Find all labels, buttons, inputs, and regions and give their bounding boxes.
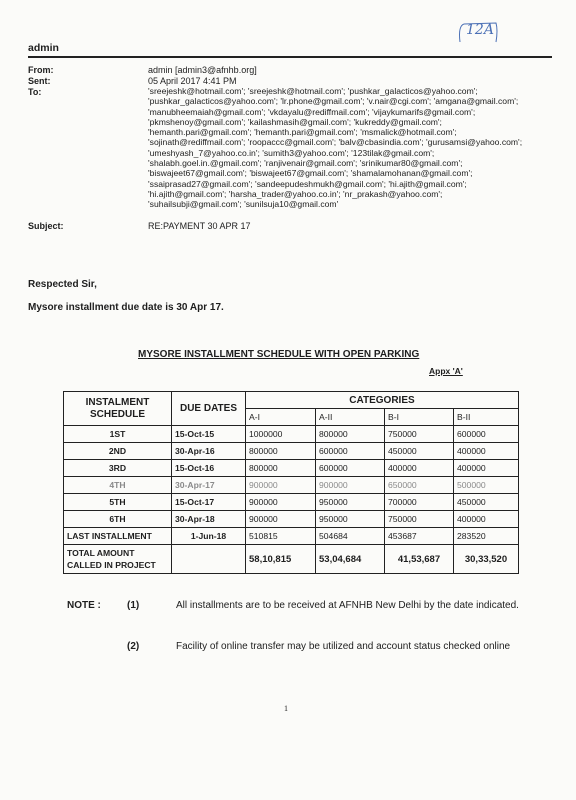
page-number: 1 bbox=[284, 704, 288, 713]
handwritten-mark bbox=[456, 20, 500, 46]
amount-cell: 900000 bbox=[246, 477, 316, 494]
sent-label: Sent: bbox=[28, 76, 51, 86]
sender-name: admin bbox=[28, 42, 59, 54]
due-date: 15-Oct-17 bbox=[172, 494, 246, 511]
amount-cell: 950000 bbox=[316, 511, 385, 528]
amount-cell: 1000000 bbox=[246, 426, 316, 443]
appendix-label: Appx 'A' bbox=[429, 366, 463, 376]
table-row bbox=[64, 460, 519, 477]
amount-cell: 600000 bbox=[454, 426, 519, 443]
amount-cell: 650000 bbox=[385, 477, 454, 494]
amount-cell: 504684 bbox=[316, 528, 385, 545]
category-header: A-II bbox=[316, 409, 385, 426]
table-row-last-installment bbox=[64, 528, 519, 545]
installment-label: 6TH bbox=[64, 511, 172, 528]
table-row-current-installment bbox=[64, 477, 519, 494]
table-row-total bbox=[64, 545, 519, 574]
sent-value: 05 April 2017 4:41 PM bbox=[148, 76, 237, 86]
col-due-header: DUE DATES bbox=[172, 392, 246, 426]
header-divider bbox=[28, 56, 552, 58]
amount-cell: 900000 bbox=[246, 511, 316, 528]
subject-label: Subject: bbox=[28, 221, 64, 231]
note-label: NOTE : bbox=[67, 600, 101, 611]
amount-cell: 453687 bbox=[385, 528, 454, 545]
amount-cell: 750000 bbox=[385, 426, 454, 443]
due-date-line: Mysore installment due date is 30 Apr 17. bbox=[28, 302, 224, 313]
amount-cell: 510815 bbox=[246, 528, 316, 545]
from-value: admin [admin3@afnhb.org] bbox=[148, 65, 257, 75]
installment-label: 1ST bbox=[64, 426, 172, 443]
amount-cell: 283520 bbox=[454, 528, 519, 545]
amount-cell: 800000 bbox=[246, 443, 316, 460]
total-amount: 58,10,815 bbox=[246, 545, 316, 574]
note-number: (1) bbox=[127, 600, 140, 611]
amount-cell: 600000 bbox=[316, 460, 385, 477]
total-label: TOTAL AMOUNT CALLED IN PROJECT bbox=[64, 545, 172, 574]
amount-cell: 500000 bbox=[454, 477, 519, 494]
due-date: 1-Jun-18 bbox=[172, 528, 246, 545]
col-installment-header: INSTALMENT SCHEDULE bbox=[64, 392, 172, 426]
greeting: Respected Sir, bbox=[28, 279, 97, 290]
category-header: B-I bbox=[385, 409, 454, 426]
due-date: 30-Apr-18 bbox=[172, 511, 246, 528]
to-label: To: bbox=[28, 87, 42, 97]
col-categories-header: CATEGORIES bbox=[246, 392, 519, 409]
installment-label: 5TH bbox=[64, 494, 172, 511]
amount-cell: 400000 bbox=[454, 460, 519, 477]
amount-cell: 400000 bbox=[454, 511, 519, 528]
note-text: Facility of online transfer may be utilized and account status checked online bbox=[176, 641, 511, 652]
to-recipients: 'sreejeshk@hotmail.com'; 'sreejeshk@hotmail.com'; 'pushkar_galacticos@yahoo.com'; 'pushkar_galacticos@yahoo.com'; 'lr.phone@gmail.com'; 'v.nair@cgi.com'; 'amgana@gmail.com'; 'manubheemaiah@gmail.com'; 'vkdayalu@rediffmail.com'; 'vijaykumarifs@gmail.com'; 'pkmshenoy@gmail.com'; 'kailashmasih@gmail.com'; 'kukreddy@gmail.com'; 'hemanth.pari@gmail.com'; 'hemanth.pari@gmail.com'; 'msmalick@hotmail.com'; 'sojinath@rediffmail.com'; 'roopaccc@gmail.com'; 'balv@cbasindia.com'; 'gurusamsi@yahoo.com'; 'umeshyash_7@yahoo.co.in'; 'sumith3@yahoo.com'; '123tilak@gmail.com'; 'shalabh.goel.in.@gmail.com'; 'ranjivenair@gmail.com'; 'srinikumar80@gmail.com'; 'biswajeet67@gmail.com'; 'biswajeet67@gmail.com'; 'shamalamohanan@gmail.com'; 'ssaiprasad27@gmail.com'; 'sandeepudeshmukh@gmail.com'; 'hi.ajith@gmail.com'; 'hi.ajith@gmail.com'; 'harsha_trader@yahoo.co.in'; 'nr_prakash@yahoo.com'; 'suhailsubji@gmail.com'; 'sunilsuja10@gmail.com' bbox=[148, 86, 523, 210]
table-header-row bbox=[64, 392, 519, 409]
table-row bbox=[64, 426, 519, 443]
table-row bbox=[64, 443, 519, 460]
amount-cell: 400000 bbox=[454, 443, 519, 460]
amount-cell: 800000 bbox=[246, 460, 316, 477]
amount-cell: 400000 bbox=[385, 460, 454, 477]
installment-schedule-table bbox=[63, 391, 519, 574]
amount-cell: 950000 bbox=[316, 494, 385, 511]
from-label: From: bbox=[28, 65, 54, 75]
installment-label: 4TH bbox=[64, 477, 172, 494]
amount-cell: 900000 bbox=[246, 494, 316, 511]
category-header: A-I bbox=[246, 409, 316, 426]
installment-label: 3RD bbox=[64, 460, 172, 477]
schedule-title: MYSORE INSTALLMENT SCHEDULE WITH OPEN PARKING bbox=[138, 349, 420, 360]
total-amount: 30,33,520 bbox=[454, 545, 519, 574]
handwritten-mark-text: 12A bbox=[466, 22, 494, 38]
amount-cell: 600000 bbox=[316, 443, 385, 460]
amount-cell: 700000 bbox=[385, 494, 454, 511]
total-amount: 53,04,684 bbox=[316, 545, 385, 574]
installment-label: 2ND bbox=[64, 443, 172, 460]
amount-cell: 800000 bbox=[316, 426, 385, 443]
amount-cell: 750000 bbox=[385, 511, 454, 528]
note-number: (2) bbox=[127, 641, 140, 652]
amount-cell: 900000 bbox=[316, 477, 385, 494]
due-date: 30-Apr-16 bbox=[172, 443, 246, 460]
due-date: 15-Oct-16 bbox=[172, 460, 246, 477]
note-text: All installments are to be received at AFNHB New Delhi by the date indicated. bbox=[176, 600, 519, 611]
subject-value: RE:PAYMENT 30 APR 17 bbox=[148, 221, 251, 231]
installment-label: LAST INSTALLMENT bbox=[64, 528, 172, 545]
category-header: B-II bbox=[454, 409, 519, 426]
due-date: 30-Apr-17 bbox=[172, 477, 246, 494]
total-amount: 41,53,687 bbox=[385, 545, 454, 574]
total-empty-cell bbox=[172, 545, 246, 574]
amount-cell: 450000 bbox=[454, 494, 519, 511]
table-row bbox=[64, 494, 519, 511]
amount-cell: 450000 bbox=[385, 443, 454, 460]
due-date: 15-Oct-15 bbox=[172, 426, 246, 443]
table-row bbox=[64, 511, 519, 528]
